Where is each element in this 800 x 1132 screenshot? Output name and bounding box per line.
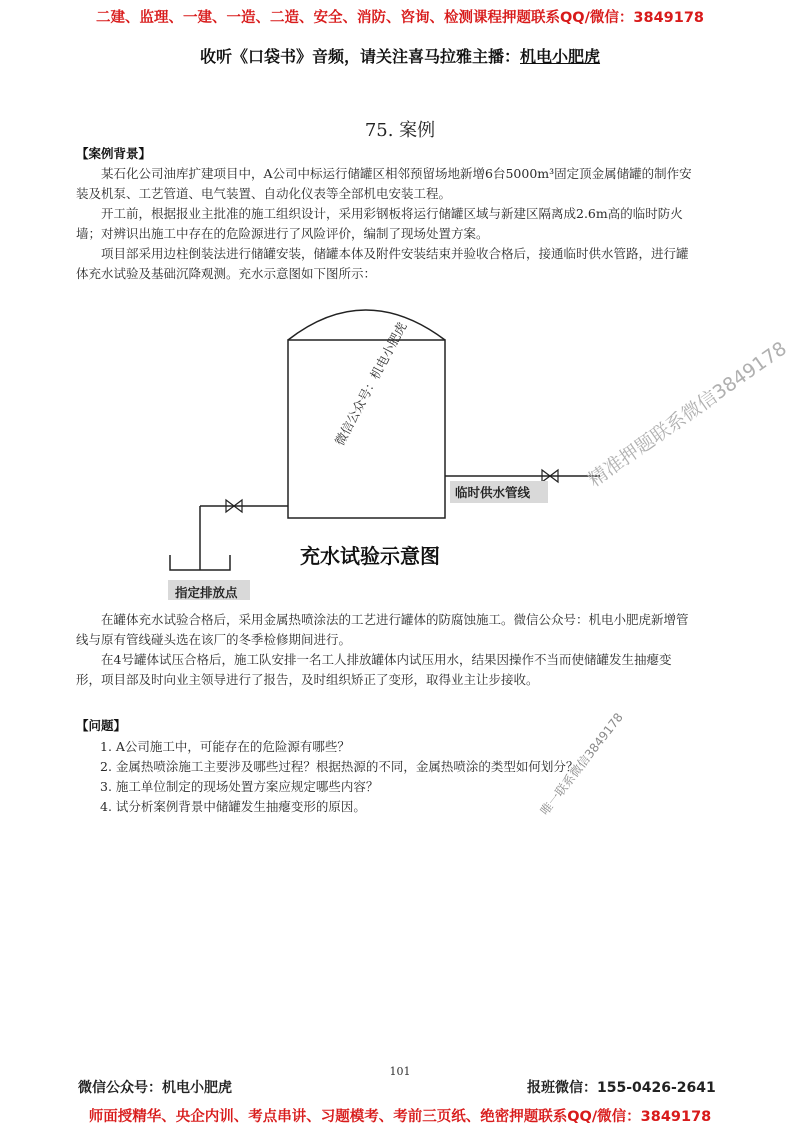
after-paragraph: 在罐体充水试验合格后，采用金属热喷涂法的工艺进行罐体的防腐蚀施工。微信公众号：机电小肥虎新增管线与原有管线碰头选在该厂的冬季检修期间进行。 — [76, 612, 689, 647]
footer-right: 报班微信：155-0426-2641 — [527, 1080, 716, 1096]
after-text — [76, 610, 696, 690]
watermark-diagonal-large: 精准押题联系微信3849178 — [584, 337, 791, 492]
top-banner: 二建、监理、一建、一造、二造、安全、消防、咨询、检测课程押题联系QQ/微信：3849178 — [95, 10, 705, 26]
case-title: 75. 案例 — [364, 120, 436, 141]
questions-label: 【问题】 — [76, 718, 127, 733]
bottom-banner: 师面授精华、央企内训、考点串讲、习题模考、考前三页纸、绝密押题联系QQ/微信：3849178 — [88, 1109, 712, 1125]
question-item: 3. 施工单位制定的现场处置方案应规定哪些内容？ — [100, 779, 379, 794]
tank-watermark: 微信公众号：机电小肥虎 — [331, 319, 410, 448]
subtitle-prefix: 收听《口袋书》音频，请关注喜马拉雅主播： — [199, 47, 520, 66]
diagram-title: 充水试验示意图 — [300, 544, 440, 568]
background-text — [76, 164, 696, 284]
watermark-diagonal-small: 唯一联系微信3849178 — [537, 710, 626, 818]
question-item: 4. 试分析案例背景中储罐发生抽瘪变形的原因。 — [100, 799, 366, 814]
page-number: 101 — [389, 1065, 411, 1078]
question-item: 2. 金属热喷涂施工主要涉及哪些过程？根据热源的不同，金属热喷涂的类型如何划分？ — [100, 759, 579, 774]
footer-left: 微信公众号：机电小肥虎 — [78, 1080, 232, 1096]
background-paragraph: 开工前，根据报业主批准的施工组织设计，采用彩钢板将运行储罐区域与新建区隔离成2.6m高的临时防火墙；对辨识出施工中存在的危险源进行了风险评价，编制了现场处置方案。 — [76, 206, 683, 241]
background-paragraph: 项目部采用边柱倒装法进行储罐安装，储罐本体及附件安装结束并验收合格后，接通临时供水管路，进行罐体充水试验及基础沉降观测。充水示意图如下图所示： — [76, 246, 689, 281]
subtitle — [0, 44, 800, 67]
question-item: 1. A公司施工中，可能存在的危险源有哪些？ — [100, 739, 350, 754]
supply-line-label: 临时供水管线 — [455, 485, 531, 500]
background-paragraph: 某石化公司油库扩建项目中，A公司中标运行储罐区相邻预留场地新增6台5000m³固定顶金属储罐的制作安装及机泵、工艺管道、电气装置、自动化仪表等全部机电安装工程。 — [76, 166, 692, 201]
after-paragraph: 在4号罐体试压合格后，施工队安排一名工人排放罐体内试压用水，结果因操作不当而使储罐发生抽瘪变形，项目部及时向业主领导进行了报告，及时组织矫正了变形，取得业主让步接收。 — [76, 652, 672, 687]
background-label: 【案例背景】 — [76, 146, 152, 161]
subtitle-host: 机电小肥虎 — [520, 47, 601, 66]
tank-dome — [288, 310, 445, 340]
discharge-point-label: 指定排放点 — [175, 585, 238, 600]
tank-body — [288, 340, 445, 518]
